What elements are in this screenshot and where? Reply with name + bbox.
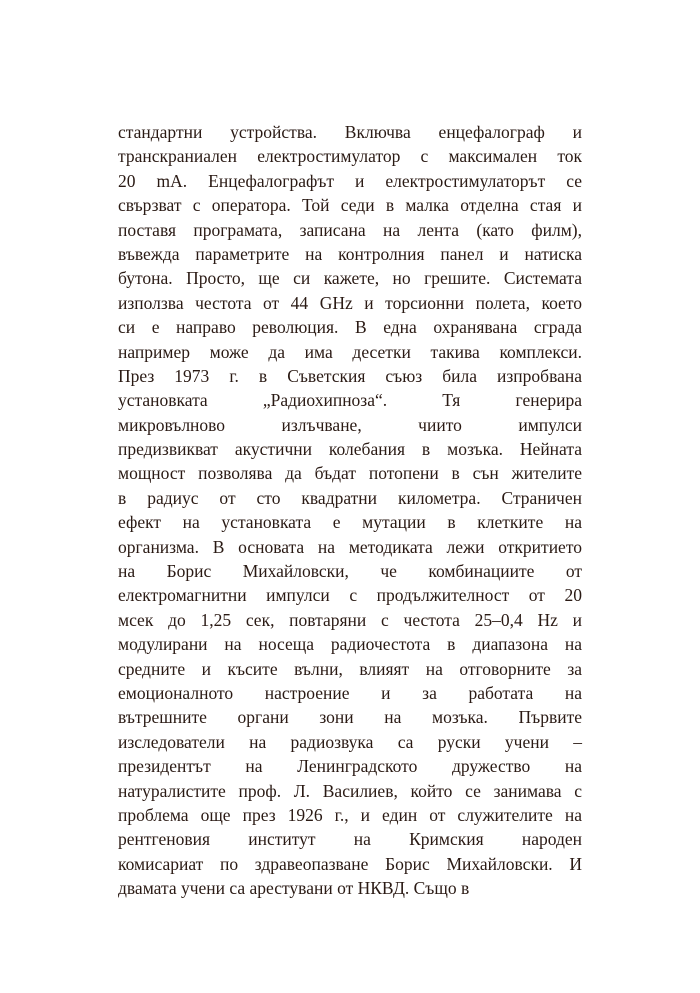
text-line: средните и късите вълни, влияят на отговорните за [118,658,582,679]
text-line: например може да има десетки такива комплекси. [118,341,582,362]
text-line: въвежда параметрите на контролния панел и натиска [118,243,582,264]
text-line: модулирани на носеща радиочестота в диапазона на [118,634,582,655]
text-line: установката „Радиохипноза“. Тя генерира [118,390,582,411]
text-line: комисариат по здравеопазване Борис Михайловски. И [118,853,582,874]
text-line: си е направо революция. В една охранявана сграда [118,317,582,338]
text-line: рентгеновия институт на Кримския народен [118,829,582,850]
text-line: поставя програмата, записана на лента (като филм), [118,219,582,240]
text-line: ефект на установката е мутации в клетките на [118,512,582,533]
text-line: стандартни устройства. Включва енцефалограф и [118,122,582,142]
text-line: електромагнитни импулси с продължителност от 20 [118,585,582,606]
text-line: натуралистите проф. Л. Василиев, който се занимава с [118,780,582,801]
text-line: на Борис Михайловски, че комбинациите от [118,561,582,582]
text-line: транскраниален електростимулатор с максимален ток [118,146,582,167]
text-line: изследователи на радиозвука са руски учени – [118,731,582,752]
text-line: вътрешните органи зони на мозъка. Първите [118,707,582,728]
text-line: проблема още през 1926 г., и един от служителите на [118,804,582,825]
text-line: в радиус от сто квадратни километра. Страничен [118,487,582,508]
text-line: бутона. Просто, ще си кажете, но грешите. Системата [118,268,582,289]
text-line: организма. В основата на методиката лежи откритието [118,536,582,557]
text-line: свързват с оператора. Той седи в малка отделна стая и [118,195,582,216]
text-line: микровълново излъчване, чиито импулси [118,414,582,435]
text-line: мсек до 1,25 сек, повтаряни с честота 25–0,4 Hz и [118,609,582,630]
text-line: 20 mA. Енцефалографът и електростимулаторът се [118,170,582,191]
body-paragraph [118,120,582,901]
text-line: През 1973 г. в Съветския съюз била изпробвана [118,365,582,386]
text-line: двамата учени са арестувани от НКВД. Също в [118,878,470,899]
text-line: емоционалното настроение и за работата на [118,682,582,703]
text-line: президентът на Ленинградското дружество на [118,756,582,777]
text-line: предизвикват акустични колебания в мозъка. Нейната [118,439,582,460]
text-line: използва честота от 44 GHz и торсионни полета, което [118,292,582,313]
text-line: мощност позволява да бъдат потопени в сън жителите [118,463,582,484]
